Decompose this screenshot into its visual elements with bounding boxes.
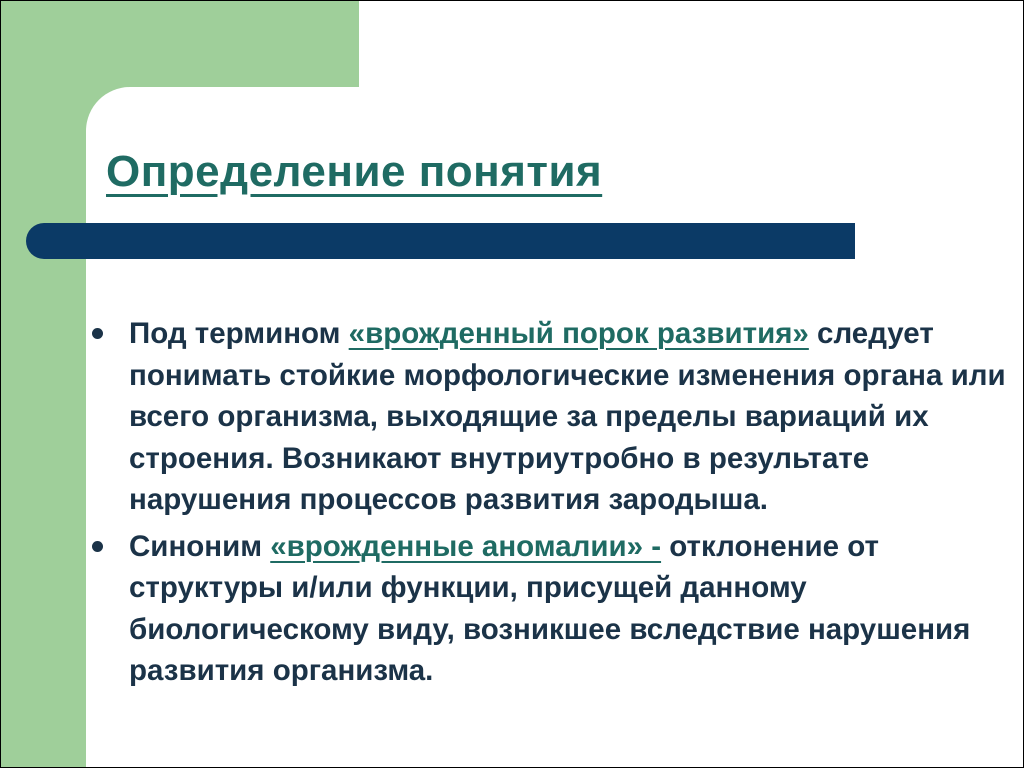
bullet-text-pre: Синоним xyxy=(129,529,271,563)
bullet-item xyxy=(91,313,1011,521)
bullet-text-post: следует понимать стойкие морфологические изменения органа или всего организма, выходящие за пределы вариаций их строения. Возникают внутриутробно в результате нарушения процессов развития зародыша. xyxy=(129,317,1006,516)
bullet-dot-icon xyxy=(92,541,103,552)
bullet-list xyxy=(91,313,1011,692)
title-divider-bar xyxy=(26,223,855,259)
term-highlight: «врожденные аномалии» - xyxy=(270,529,662,563)
slide-title: Определение понятия xyxy=(106,147,603,196)
bullet-text-post: отклонение от структуры и/или функции, присущей данному биологическому виду, возникшее вследствие нарушения развития организма. xyxy=(129,529,971,687)
bullet-dot-icon xyxy=(92,328,103,339)
term-highlight: «врожденный порок развития» xyxy=(348,317,809,350)
bullet-text-pre: Под термином xyxy=(129,317,349,350)
bullet-item xyxy=(91,526,1011,692)
